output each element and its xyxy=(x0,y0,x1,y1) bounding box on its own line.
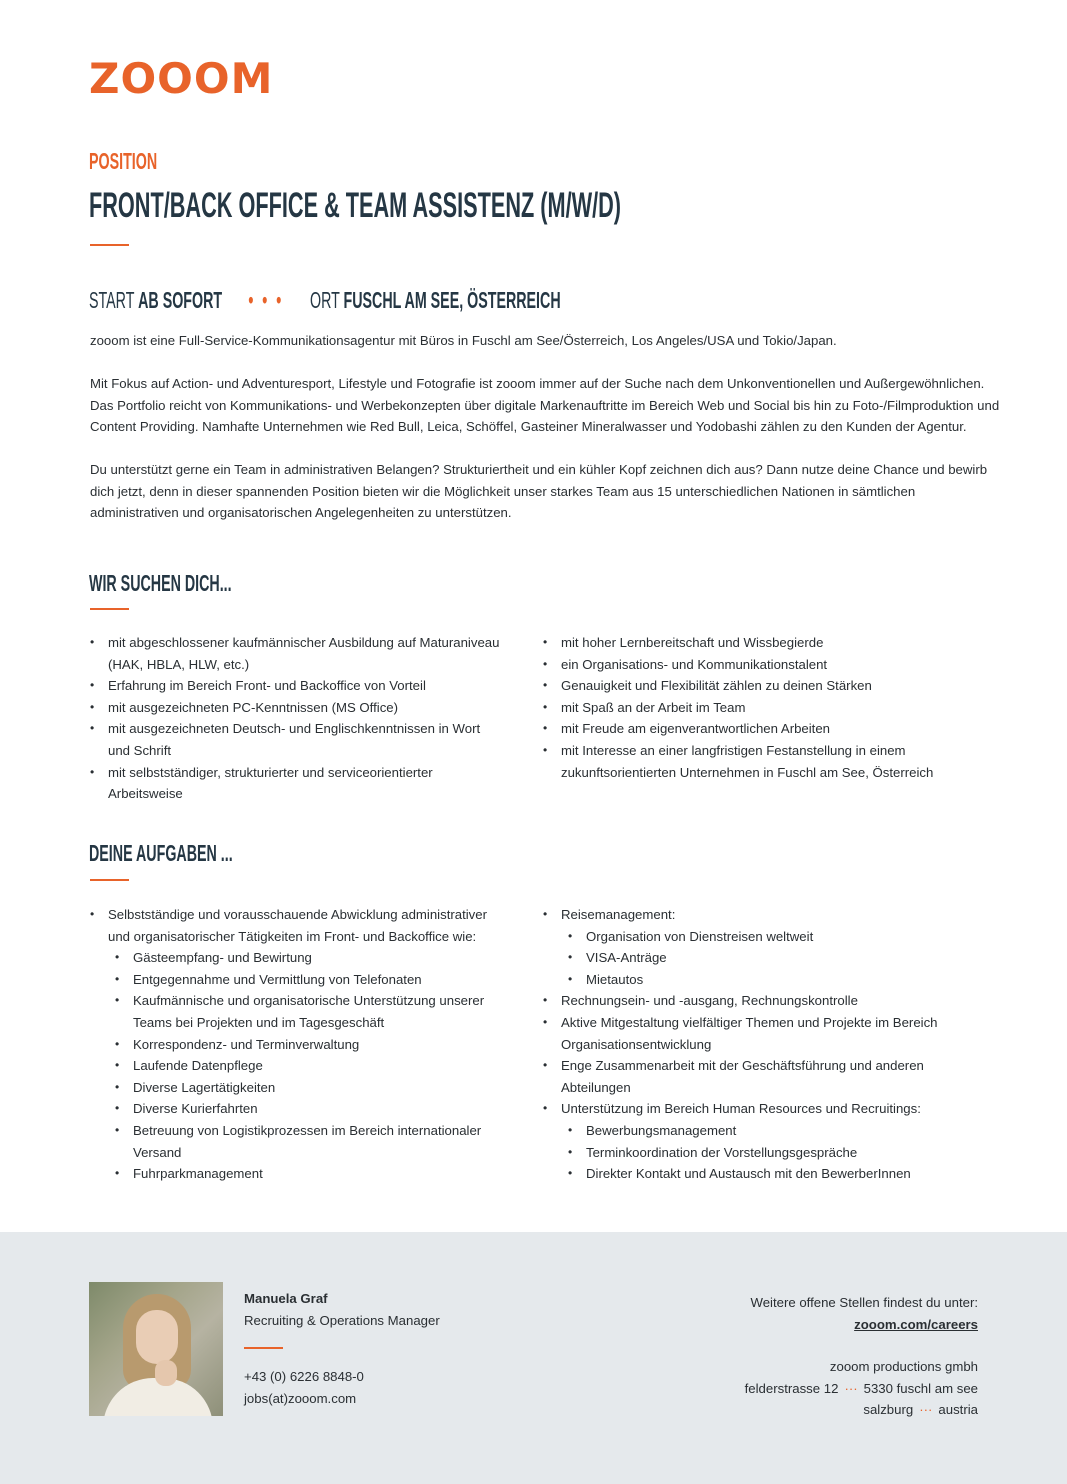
intro-paragraph-3: Du unterstützt gerne ein Team in administrativen Belangen? Strukturiertheit und ein kühler Kopf zeichnen dich aus? Dann nutze deine Chance und bewirb dich jetzt, denn in dieser spannenden Position bieten wir die Möglichkeit unser starkes Team aus 15 unterschiedlichen Nationen in sämtlichen administrativen und organisatorischen Angelegenheiten zu unterstützen. xyxy=(90,462,988,521)
requirements-left xyxy=(90,632,500,805)
ort-label: ORT xyxy=(309,287,340,313)
sub-list-item: • Terminkoordination der Vorstellungsgespräche xyxy=(561,1142,963,1164)
list-item-text: Reisemanagement: xyxy=(561,907,676,922)
list-item xyxy=(90,904,508,1185)
section-title-wir-suchen: WIR SUCHEN DICH... xyxy=(89,570,232,596)
photo-hand xyxy=(155,1360,177,1386)
sub-list-item: • Diverse Kurierfahrten xyxy=(108,1098,508,1120)
list-item: • mit selbstständiger, strukturierter und serviceorientierter Arbeitsweise xyxy=(90,762,500,805)
list-item: • Aktive Mitgestaltung vielfältiger Themen und Projekte im Bereich Organisationsentwicklung xyxy=(543,1012,963,1055)
street: felderstrasse 12 xyxy=(744,1380,839,1396)
region: salzburg xyxy=(863,1402,914,1418)
position-label: POSITION xyxy=(89,148,158,174)
footer xyxy=(0,1232,1067,1484)
list-item: • Rechnungsein- und -ausgang, Rechnungskontrolle xyxy=(543,990,963,1012)
list-item-text: Unterstützung im Bereich Human Resources und Recruitings: xyxy=(561,1101,921,1117)
list-item-text: Selbstständige und vorausschauende Abwicklung administrativer und organisatorischer Tätigkeiten im Front- und Backoffice wie: xyxy=(108,907,487,944)
title-divider xyxy=(90,244,129,246)
contact-phone[interactable]: +43 (0) 6226 8848-0 xyxy=(244,1369,364,1384)
zooom-logo: ZOOOM xyxy=(89,54,274,103)
intro-paragraph-1: zooom ist eine Full-Service-Kommunikationsagentur mit Büros in Fuschl am See/Österreich, Los Angeles/USA und Tokio/Japan. xyxy=(90,333,837,348)
contact-photo xyxy=(89,1282,223,1416)
sub-list-item: • Direkter Kontakt und Austausch mit den BewerberInnen xyxy=(561,1163,963,1185)
list-item: • mit Interesse an einer langfristigen Festanstellung in einem zukunftsorientierten Unternehmen in Fuschl am See, Österreich xyxy=(543,740,963,783)
section-title-aufgaben: DEINE AUFGABEN ... xyxy=(89,840,233,866)
more-jobs-text: Weitere offene Stellen findest du unter: xyxy=(750,1295,978,1310)
contact-divider xyxy=(244,1347,283,1349)
sub-list-item: • Betreuung von Logistikprozessen im Bereich internationaler Versand xyxy=(108,1120,508,1163)
sub-list-item: • Fuhrparkmanagement xyxy=(108,1163,508,1185)
address-line-2 xyxy=(745,1399,978,1421)
list-item: • ein Organisations- und Kommunikationstalent xyxy=(543,654,963,676)
list-item: • mit abgeschlossener kaufmännischer Ausbildung auf Maturaniveau (HAK, HBLA, HLW, etc.) xyxy=(90,632,500,675)
address-separator: ··· xyxy=(919,1402,933,1418)
list-item: • mit Freude am eigenverantwortlichen Arbeiten xyxy=(543,718,963,740)
intro-paragraph-2: Mit Fokus auf Action- und Adventuresport, Lifestyle und Fotografie ist zooom immer auf der Suche nach dem Unkonventionellen und Außergewöhnlichen. Das Portfolio reicht von Kommunikations- und Werbekonzepten über digitale Markenauftritte im Bereich Web und Social bis hin zu Foto-/Filmproduktion und Content Providing. Namhafte Unternehmen wie Red Bull, Leica, Schöffel, Gasteiner Mineralwasser und Yodobashi zählen zu den Kunden der Agentur. xyxy=(90,376,1000,435)
country: austria xyxy=(938,1402,978,1418)
sub-list-item: • Mietautos xyxy=(561,969,963,991)
sub-list-item: • Laufende Datenpflege xyxy=(108,1055,508,1077)
list-item xyxy=(543,904,963,990)
sub-list-item: • Kaufmännische und organisatorische Unterstützung unserer Teams bei Projekten und im Tagesgeschäft xyxy=(108,990,508,1033)
company-info xyxy=(745,1292,978,1421)
list-item: • Enge Zusammenarbeit mit der Geschäftsführung und anderen Abteilungen xyxy=(543,1055,963,1098)
address-separator: ··· xyxy=(844,1380,858,1396)
section-divider xyxy=(90,879,129,881)
list-item: • Erfahrung im Bereich Front- und Backoffice von Vorteil xyxy=(90,675,500,697)
list-item: • Genauigkeit und Flexibilität zählen zu deinen Stärken xyxy=(543,675,963,697)
contact-role: Recruiting & Operations Manager xyxy=(244,1313,440,1328)
careers-link[interactable]: zooom.com/careers xyxy=(854,1316,978,1332)
section-divider xyxy=(90,608,129,610)
sub-list-item: • Entgegennahme und Vermittlung von Telefonaten xyxy=(108,969,508,991)
city: 5330 fuschl am see xyxy=(863,1380,978,1396)
photo-face xyxy=(136,1310,178,1364)
sub-list-item: • Gästeempfang- und Bewirtung xyxy=(108,947,508,969)
address-line-1 xyxy=(745,1378,978,1400)
sub-list-item: • Diverse Lagertätigkeiten xyxy=(108,1077,508,1099)
tasks-right xyxy=(543,904,963,1185)
list-item: • mit ausgezeichneten Deutsch- und Englischkenntnissen in Wort und Schrift xyxy=(90,718,500,761)
list-item: • mit ausgezeichneten PC-Kenntnissen (MS Office) xyxy=(90,697,500,719)
ort-value: FUSCHL AM SEE, ÖSTERREICH xyxy=(343,287,561,313)
list-item: • mit Spaß an der Arbeit im Team xyxy=(543,697,963,719)
tasks-left xyxy=(90,904,508,1185)
sub-list-item: • VISA-Anträge xyxy=(561,947,963,969)
sub-list-item: • Korrespondenz- und Terminverwaltung xyxy=(108,1034,508,1056)
job-meta xyxy=(89,286,561,314)
sub-list-item: • Organisation von Dienstreisen weltweit xyxy=(561,926,963,948)
list-item: • mit hoher Lernbereitschaft und Wissbegierde xyxy=(543,632,963,654)
job-title: FRONT/BACK OFFICE & TEAM ASSISTENZ (M/W/D) xyxy=(89,186,622,225)
start-label: START xyxy=(89,287,135,313)
requirements-right xyxy=(543,632,963,783)
contact-name: Manuela Graf xyxy=(244,1291,328,1306)
contact-info xyxy=(244,1288,440,1410)
sub-list-item: • Bewerbungsmanagement xyxy=(561,1120,963,1142)
meta-separator: • • • xyxy=(248,287,284,313)
list-item xyxy=(543,1098,963,1184)
contact-email[interactable]: jobs(at)zooom.com xyxy=(244,1391,357,1406)
start-value: AB SOFORT xyxy=(138,287,223,313)
company-name: zooom productions gmbh xyxy=(829,1359,978,1375)
